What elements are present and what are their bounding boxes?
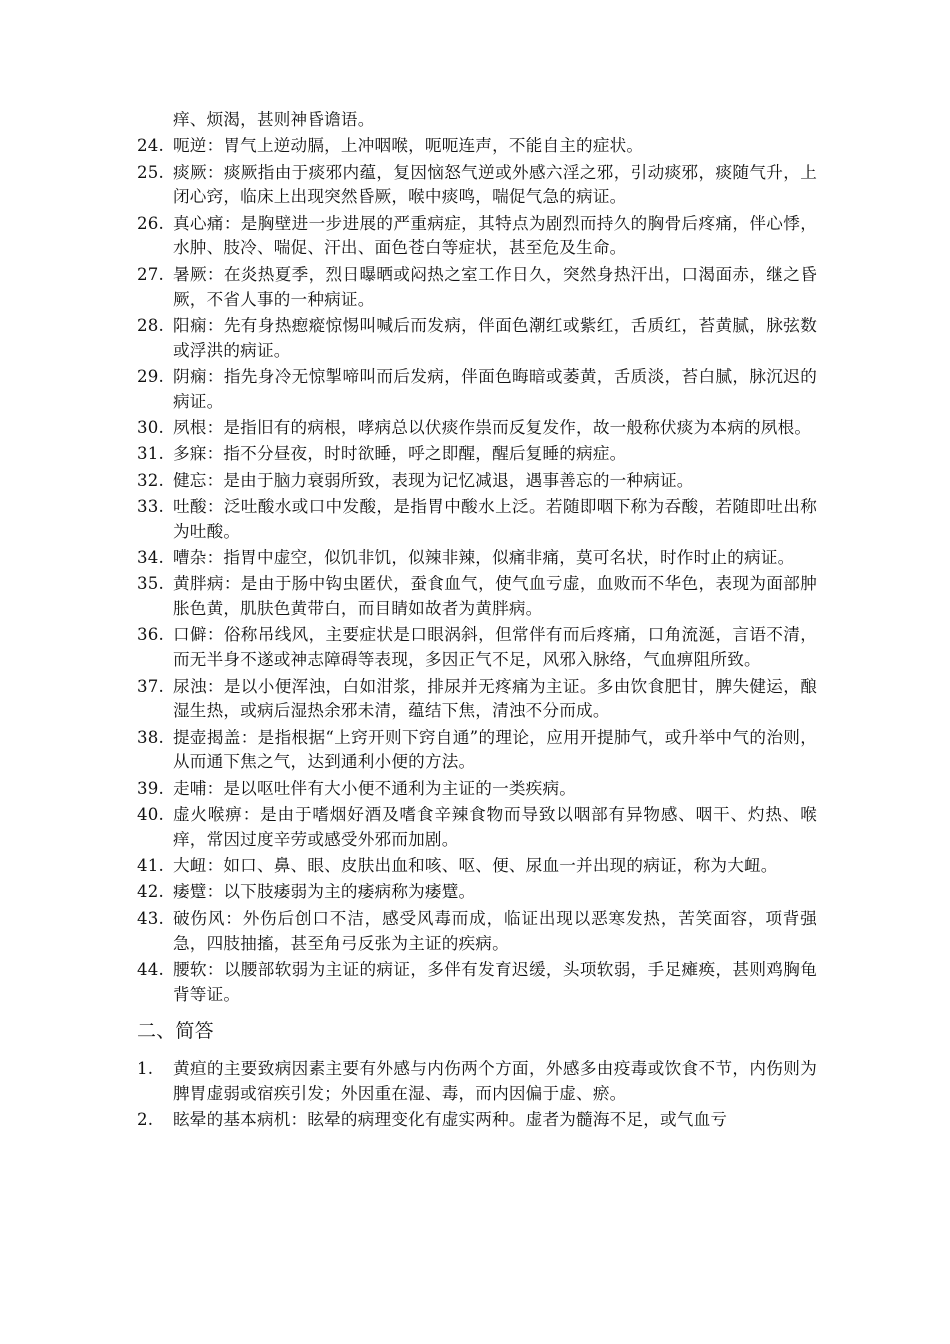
item-text: 黄胖病：是由于肠中钩虫匿伏，蚕食血气，使气血亏虚，血败而不华色，表现为面部肿胀色黄，肌肤色黄带白，而目睛如故者为黄胖病。 bbox=[173, 574, 817, 619]
item-text: 破伤风：外伤后创口不洁，感受风毒而成，临证出现以恶寒发热，苦笑面容，项背强急，四肢抽搐，甚至角弓反张为主证的疾病。 bbox=[173, 908, 817, 953]
definition-item bbox=[137, 416, 817, 441]
definition-item bbox=[137, 495, 817, 545]
definition-item bbox=[137, 263, 817, 313]
answer-item bbox=[137, 1108, 817, 1133]
item-text: 阳痫：先有身热瘛瘲惊惕叫喊后而发病，伴面色潮红或紫红，舌质红，苔黄腻，脉弦数或浮洪的病证。 bbox=[173, 315, 817, 360]
item-text: 走哺：是以呕吐伴有大小便不通利为主证的一类疾病。 bbox=[173, 778, 577, 798]
item-text: 真心痛：是胸壁进一步进展的严重病症，其特点为剧烈而持久的胸骨后疼痛，伴心悸，水肿、肢冷、喘促、汗出、面色苍白等症状，甚至危及生命。 bbox=[173, 213, 817, 258]
item-text: 吐酸：泛吐酸水或口中发酸，是指胃中酸水上泛。若随即咽下称为吞酸，若随即吐出称为吐酸。 bbox=[173, 496, 817, 541]
definition-item bbox=[137, 314, 817, 364]
definition-item bbox=[137, 880, 817, 905]
item-number: 32. bbox=[137, 470, 164, 490]
item-number: 25. bbox=[137, 162, 164, 182]
item-number: 1. bbox=[137, 1059, 154, 1079]
continuation-text: 痒、烦渴，甚则神昏谵语。 bbox=[173, 110, 375, 129]
item-number: 44. bbox=[137, 959, 164, 979]
definition-item bbox=[137, 777, 817, 802]
item-text: 大衄：如口、鼻、眼、皮肤出血和咳、呕、便、尿血一并出现的病证，称为大衄。 bbox=[173, 856, 778, 876]
definition-item bbox=[137, 134, 817, 159]
item-number: 27. bbox=[137, 264, 164, 284]
item-number: 38. bbox=[137, 727, 164, 747]
item-number: 30. bbox=[137, 418, 164, 438]
item-number: 28. bbox=[137, 315, 164, 335]
item-number: 34. bbox=[137, 548, 164, 568]
item-number: 24. bbox=[137, 136, 164, 156]
definition-item bbox=[137, 907, 817, 957]
definition-item bbox=[137, 469, 817, 494]
answer-item bbox=[137, 1057, 817, 1107]
definition-item bbox=[137, 442, 817, 467]
item-number: 26. bbox=[137, 213, 164, 233]
definition-item bbox=[137, 675, 817, 725]
item-text: 提壶揭盖：是指根据“上窍开则下窍自通”的理论，应用开提肺气，或升举中气的治则，从而通下焦之气，达到通利小便的方法。 bbox=[173, 727, 817, 772]
definitions-list bbox=[137, 134, 817, 1007]
definition-item bbox=[137, 854, 817, 879]
item-number: 39. bbox=[137, 778, 164, 798]
definition-item bbox=[137, 161, 817, 211]
item-text: 阴痫：指先身冷无惊掣啼叫而后发病，伴面色晦暗或萎黄，舌质淡，苔白腻，脉沉迟的病证。 bbox=[173, 366, 817, 411]
item-text: 口僻：俗称吊线风，主要症状是口眼涡斜，但常伴有而后疼痛，口角流涎，言语不清，而无半身不遂或神志障碍等表现，多因正气不足，风邪入脉络，气血痹阻所致。 bbox=[173, 625, 817, 670]
item-text: 痿躄：以下肢痿弱为主的痿病称为痿躄。 bbox=[173, 882, 476, 902]
item-text: 黄疸的主要致病因素主要有外感与内伤两个方面，外感多由疫毒或饮食不节，内伤则为脾胃虚弱或宿疾引发；外因重在湿、毒，而内因偏于虚、瘀。 bbox=[173, 1059, 817, 1104]
item-text: 腰软：以腰部软弱为主证的病证，多伴有发育迟缓，头项软弱，手足瘫痪，甚则鸡胸龟背等证。 bbox=[173, 959, 817, 1004]
item-number: 33. bbox=[137, 496, 164, 516]
item-number: 31. bbox=[137, 444, 164, 464]
item-number: 40. bbox=[137, 805, 164, 825]
item-text: 夙根：是指旧有的病根，哮病总以伏痰作祟而反复发作，故一般称伏痰为本病的夙根。 bbox=[173, 418, 812, 438]
definition-item bbox=[137, 212, 817, 262]
definition-item bbox=[137, 546, 817, 571]
definition-item bbox=[137, 803, 817, 853]
item-text: 虚火喉痹：是由于嗜烟好酒及嗜食辛辣食物而导致以咽部有异物感、咽干、灼热、喉痒，常因过度辛劳或感受外邪而加剧。 bbox=[173, 805, 817, 849]
definition-item bbox=[137, 572, 817, 622]
item-number: 42. bbox=[137, 882, 164, 902]
item-number: 36. bbox=[137, 625, 164, 645]
item-number: 35. bbox=[137, 574, 164, 594]
item-text: 痰厥：痰厥指由于痰邪内蕴，复因恼怒气逆或外感六淫之邪，引动痰邪，痰随气升，上闭心窍，临床上出现突然昏厥，喉中痰鸣，喘促气急的病证。 bbox=[173, 162, 817, 207]
answers-list bbox=[137, 1057, 817, 1133]
definition-item bbox=[137, 958, 817, 1008]
item-text: 尿浊：是以小便浑浊，白如泔浆，排尿并无疼痛为主证。多由饮食肥甘，脾失健运，酿湿生热，或病后湿热余邪未清，蕴结下焦，清浊不分而成。 bbox=[173, 676, 817, 721]
item-text: 嘈杂：指胃中虚空，似饥非饥，似辣非辣，似痛非痛，莫可名状，时作时止的病证。 bbox=[173, 548, 795, 568]
item-number: 2. bbox=[137, 1110, 154, 1130]
item-text: 暑厥：在炎热夏季，烈日曝晒或闷热之室工作日久，突然身热汗出，口渴面赤，继之昏厥，不省人事的一种病证。 bbox=[173, 264, 817, 309]
definition-item bbox=[137, 726, 817, 776]
item-text: 呃逆：胃气上逆动膈，上冲咽喉，呃呃连声，不能自主的症状。 bbox=[173, 136, 644, 156]
definition-item bbox=[137, 623, 817, 673]
section-heading: 二、简答 bbox=[137, 1020, 214, 1043]
document-content bbox=[137, 108, 817, 1135]
item-number: 29. bbox=[137, 366, 164, 386]
item-number: 41. bbox=[137, 856, 164, 876]
item-text: 眩晕的基本病机：眩晕的病理变化有虚实两种。虚者为髓海不足，或气血亏 bbox=[173, 1110, 728, 1130]
item-number: 37. bbox=[137, 676, 164, 696]
definition-item bbox=[137, 365, 817, 415]
item-text: 多寐：指不分昼夜，时时欲睡，呼之即醒，醒后复睡的病症。 bbox=[173, 444, 627, 464]
item-text: 健忘：是由于脑力衰弱所致，表现为记忆减退，遇事善忘的一种病证。 bbox=[173, 470, 694, 490]
item-number: 43. bbox=[137, 908, 164, 928]
